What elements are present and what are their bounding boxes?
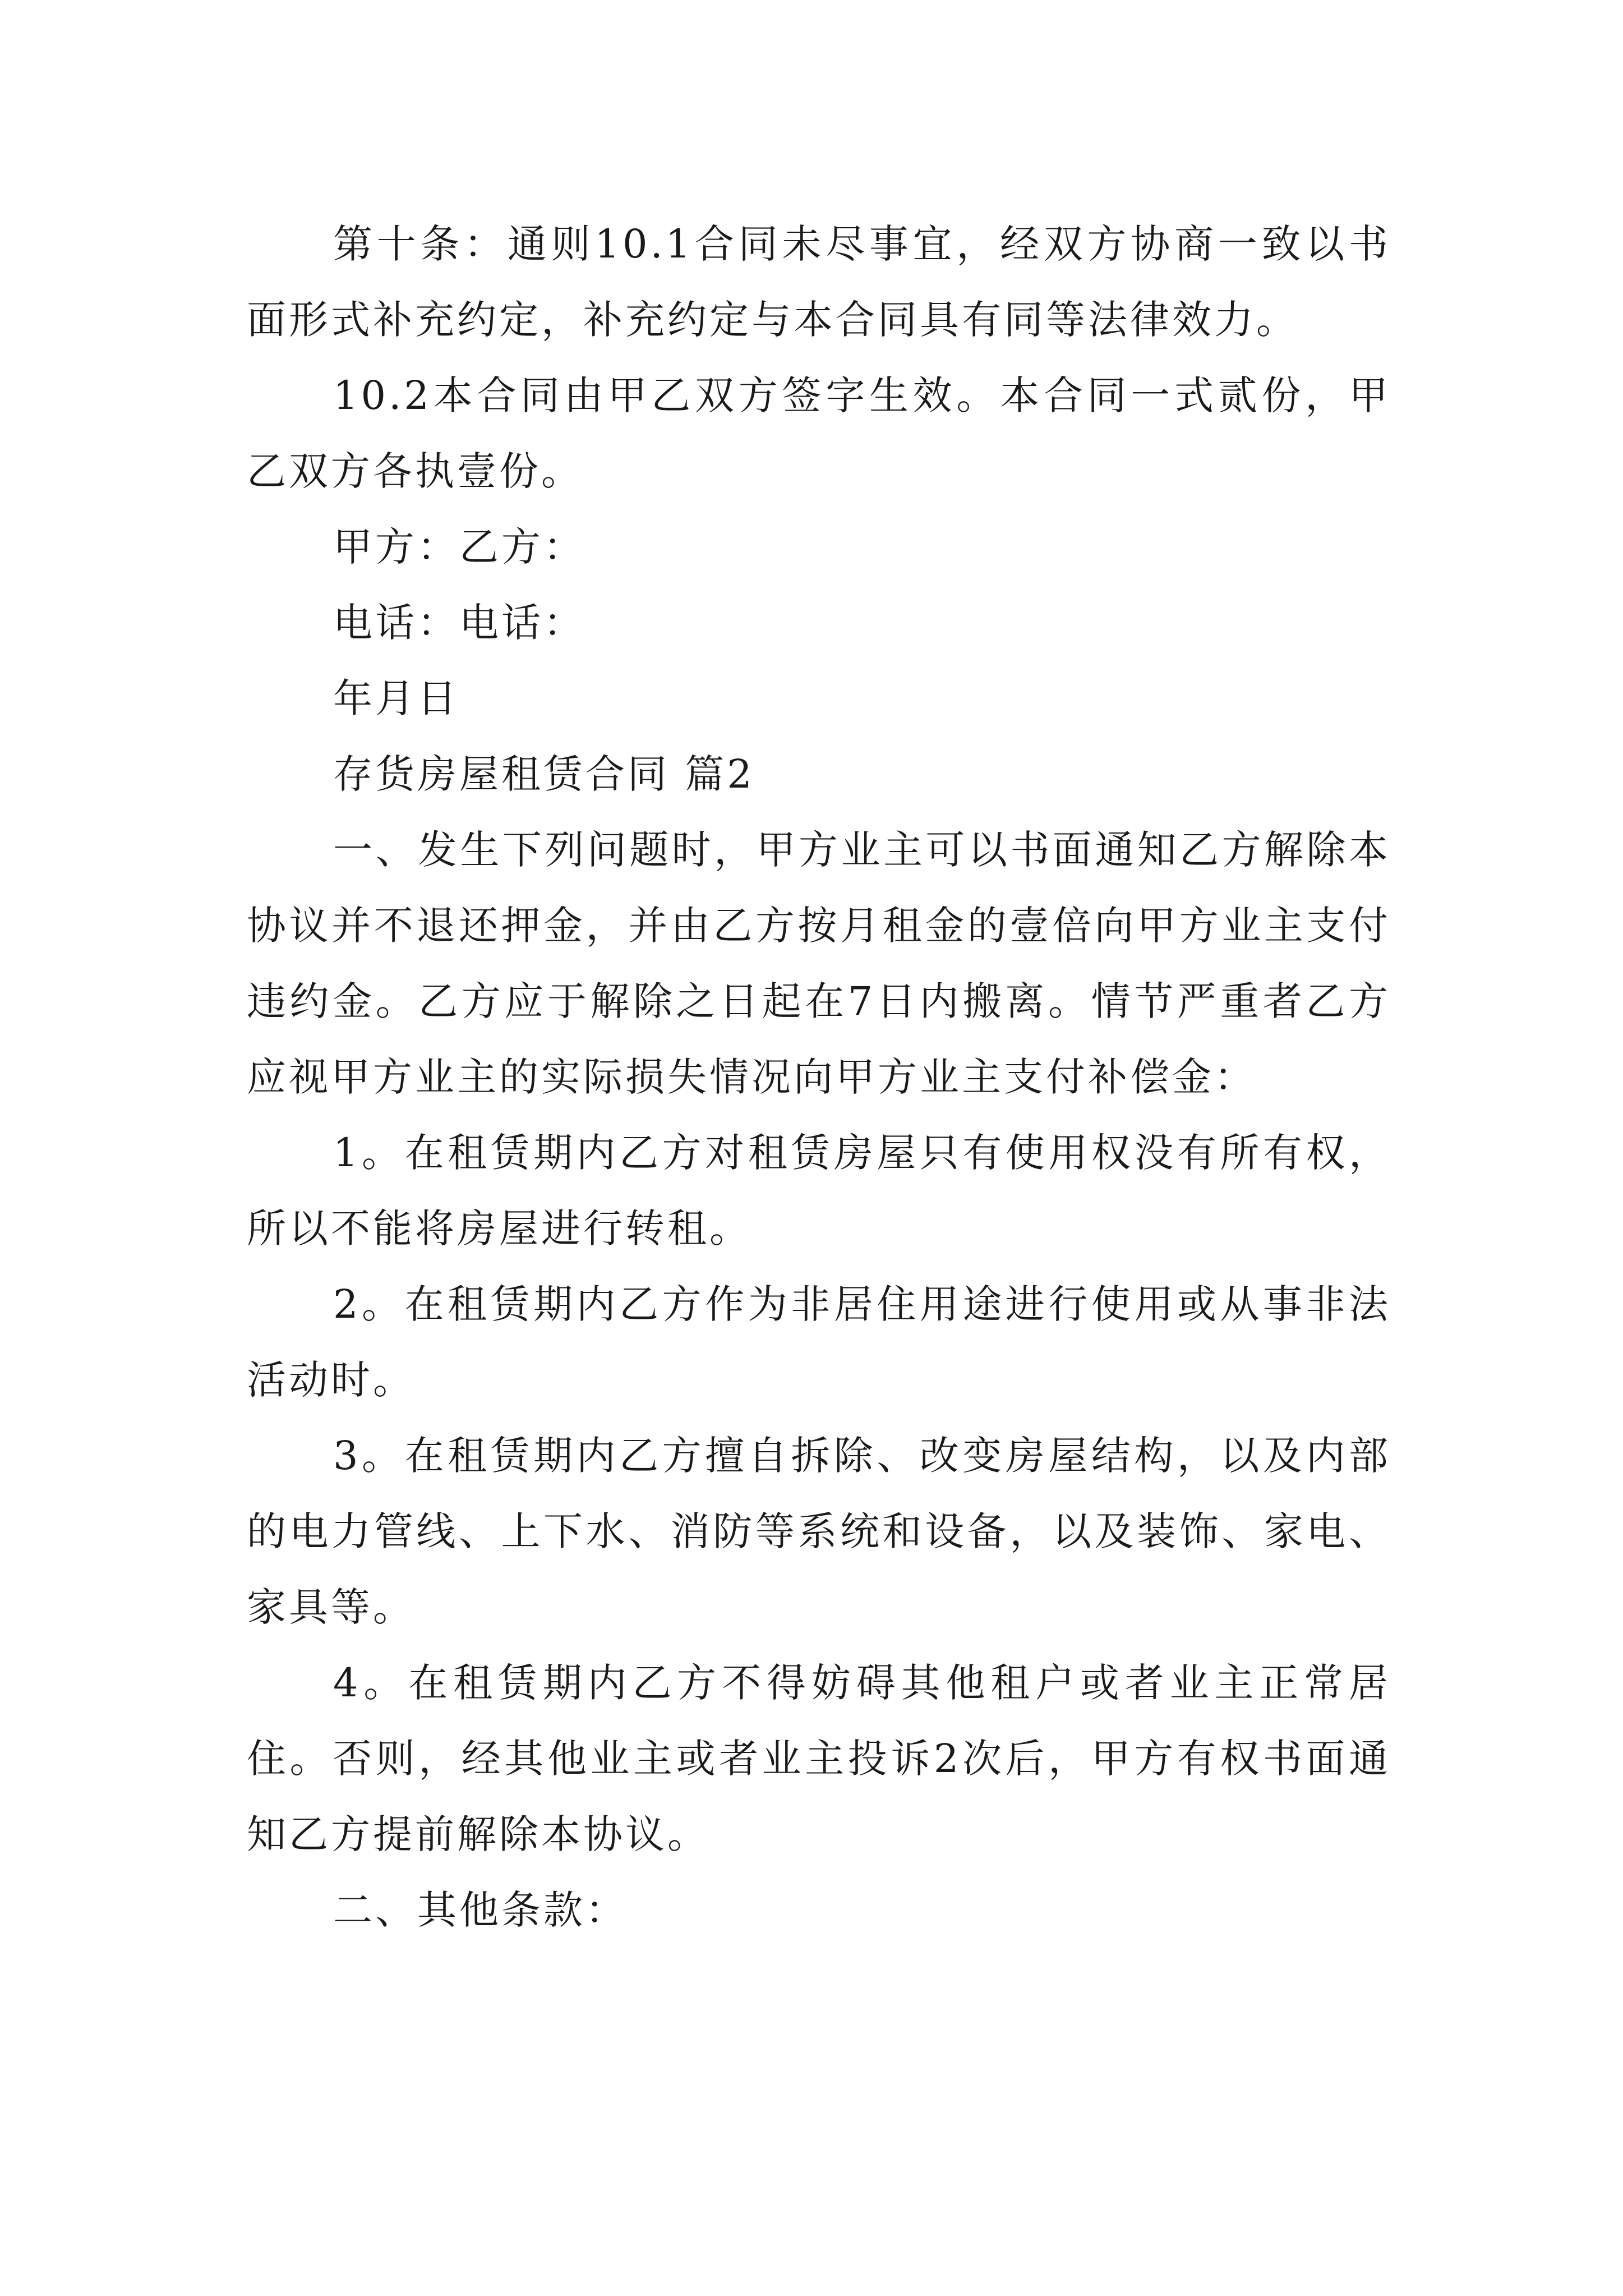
list-item-3: 3。在租赁期内乙方擅自拆除、改变房屋结构，以及内部的电力管线、上下水、消防等系统和设备，以及装饰、家电、家具等。 (247, 1433, 1391, 1630)
paragraph-termination-clause: 一、发生下列问题时，甲方业主可以书面通知乙方解除本协议并不退还押金，并由乙方按月租金的壹倍向甲方业主支付违约金。乙方应于解除之日起在7日内搬离。情节严重者乙方应视甲方业主的实际损失情况向甲方业主支付补偿金： (247, 827, 1391, 1100)
paragraph-article-10-2: 10.2本合同由甲乙双方签字生效。本合同一式贰份，甲乙双方各执壹份。 (247, 372, 1391, 494)
document-body (247, 206, 1391, 1948)
paragraph-article-10-general: 第十条：通则10.1合同未尽事宜，经双方协商一致以书面形式补充约定，补充约定与本合同具有同等法律效力。 (247, 221, 1391, 343)
list-item-4: 4。在租赁期内乙方不得妨碍其他租户或者业主正常居住。否则，经其他业主或者业主投诉2次后，甲方有权书面通知乙方提前解除本协议。 (247, 1660, 1391, 1857)
list-item-1: 1。在租赁期内乙方对租赁房屋只有使用权没有所有权，所以不能将房屋进行转租。 (247, 1130, 1391, 1251)
list-item-2: 2。在租赁期内乙方作为非居住用途进行使用或从事非法活动时。 (247, 1281, 1391, 1403)
signature-phone-line: 电话：电话： (333, 600, 585, 646)
signature-parties-line: 甲方：乙方： (333, 524, 585, 570)
paragraph-other-terms: 二、其他条款： (333, 1887, 628, 1933)
signature-date-line: 年月日 (333, 675, 459, 721)
section-title: 存货房屋租赁合同 篇2 (333, 751, 755, 797)
